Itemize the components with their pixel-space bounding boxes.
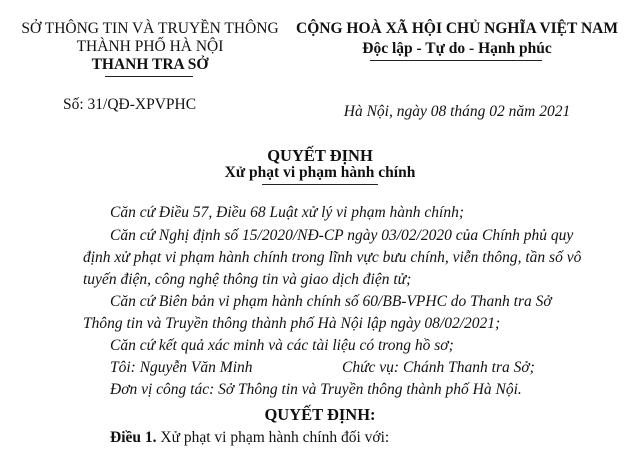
article-1-text: Xử phạt vi phạm hành chính đối với: (156, 429, 390, 446)
article-1-label: Điều 1. (110, 429, 157, 446)
article-1 (110, 429, 389, 447)
legal-basis-2-line-1: Căn cứ Nghị định số 15/2020/NĐ-CP ngày 03/02/2020 của Chính phủ quy (110, 227, 574, 244)
legal-basis-2-line-3: tuyến điện, công nghệ thông tin và giao dịch điện tử; (83, 271, 412, 288)
legal-basis-1: Căn cứ Điều 57, Điều 68 Luật xử lý vi phạm hành chính; (110, 204, 464, 221)
agency-underline (105, 76, 193, 77)
legal-basis-3-line-1: Căn cứ Biên bản vi phạm hành chính số 60/BB-VPHC do Thanh tra Sở (110, 293, 552, 310)
official-unit: Đơn vị công tác: Sở Thông tin và Truyền thông thành phố Hà Nội. (110, 381, 522, 398)
official-name: Tôi: Nguyễn Văn Minh (110, 359, 253, 376)
national-motto: Độc lập - Tự do - Hạnh phúc (362, 40, 552, 57)
motto-underline (370, 60, 542, 61)
official-position: Chức vụ: Chánh Thanh tra Sở; (342, 359, 535, 376)
agency-line-1: SỞ THÔNG TIN VÀ TRUYỀN THÔNG (21, 20, 279, 37)
decision-subtitle: Xử phạt vi phạm hành chính (224, 164, 416, 181)
decision-title: QUYẾT ĐỊNH (267, 146, 373, 165)
decision-heading: QUYẾT ĐỊNH: (264, 405, 376, 424)
subtitle-underline (262, 184, 378, 185)
place-date: Hà Nội, ngày 08 tháng 02 năm 2021 (343, 103, 571, 120)
legal-basis-4: Căn cứ kết quả xác minh và các tài liệu có trong hồ sơ; (110, 337, 454, 354)
legal-basis-3-line-2: Thông tin và Truyền thông thành phố Hà Nội lập ngày 08/02/2021; (83, 315, 501, 332)
national-title: CỘNG HOÀ XÃ HỘI CHỦ NGHĨA VIỆT NAM (296, 20, 618, 37)
document-number: Số: 31/QĐ-XPVPHC (63, 96, 197, 113)
legal-basis-2-line-2: định xử phạt vi phạm hành chính trong lĩnh vực bưu chính, viễn thông, tần số vô (83, 249, 582, 266)
agency-line-3: THANH TRA SỞ (91, 56, 209, 73)
agency-line-2: THÀNH PHỐ HÀ NỘI (76, 38, 224, 55)
